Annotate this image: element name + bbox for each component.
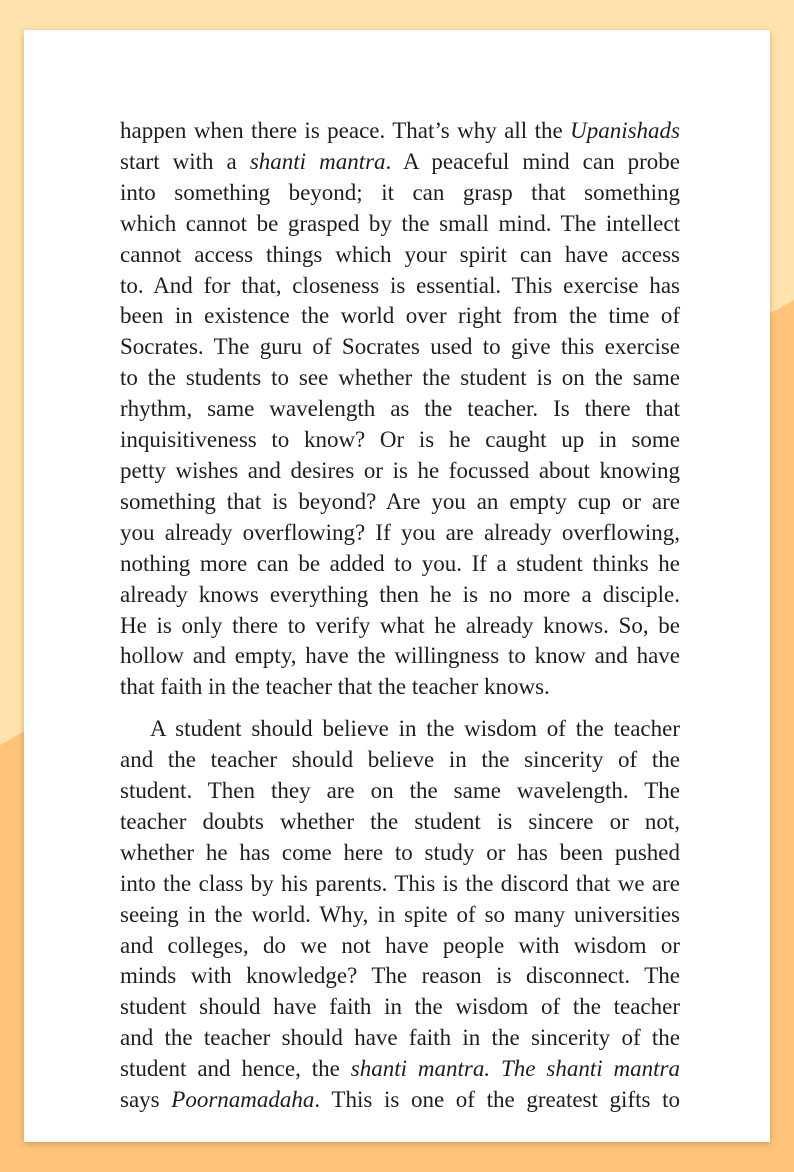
paragraph xyxy=(120,714,680,1116)
text-line: petty wishes and desires or is he focussed about knowing xyxy=(120,457,680,483)
text-line: teacher doubts whether the student is sincere or not, xyxy=(120,808,680,834)
text-line: hollow and empty, have the willingness to know and have xyxy=(120,643,680,669)
text-line: into something beyond; it can grasp that something xyxy=(120,179,680,205)
text-line: He is only there to verify what he already knows. So, be xyxy=(120,612,680,638)
text-line: student. Then they are on the same wavelength. The xyxy=(120,778,680,804)
text-line: already knows everything then he is no more a disciple. xyxy=(120,581,680,607)
text-line: and the teacher should have faith in the sincerity of the xyxy=(120,1025,680,1051)
text-line: seeing in the world. Why, in spite of so many universities xyxy=(120,901,680,927)
text-line: Socrates. The guru of Socrates used to give this exercise xyxy=(120,334,680,360)
text-line: A student should believe in the wisdom of the teacher xyxy=(150,716,680,742)
paragraph xyxy=(120,116,680,672)
text-line: something that is beyond? Are you an empty cup or are xyxy=(120,488,680,514)
text-line: cannot access things which your spirit can have access xyxy=(120,241,680,267)
text-line: to the students to see whether the student is on the same xyxy=(120,365,680,391)
book-page xyxy=(24,30,770,1142)
text-line: been in existence the world over right from the time of xyxy=(120,303,680,329)
text-line: that faith in the teacher that the teacher knows. xyxy=(120,674,550,700)
text-line: minds with knowledge? The reason is disconnect. The xyxy=(120,963,680,989)
text-line: rhythm, same wavelength as the teacher. Is there that xyxy=(120,396,680,422)
text-line: inquisitiveness to know? Or is he caught up in some xyxy=(120,427,680,453)
text-line: into the class by his parents. This is the discord that we are xyxy=(120,870,680,896)
text-line: says Poornamadaha. This is one of the greatest gifts to xyxy=(120,1087,680,1113)
text-line: nothing more can be added to you. If a student thinks he xyxy=(120,550,680,576)
text-line: to. And for that, closeness is essential. This exercise has xyxy=(120,272,680,298)
text-line: whether he has come here to study or has been pushed xyxy=(120,839,680,865)
text-line: which cannot be grasped by the small mind. The intellect xyxy=(120,210,680,236)
text-line: happen when there is peace. That’s why all the Upanishads xyxy=(120,118,680,143)
text-line: and the teacher should believe in the sincerity of the xyxy=(120,747,680,773)
text-line: student should have faith in the wisdom of the teacher xyxy=(120,994,680,1020)
text-line: student and hence, the shanti mantra. The shanti mantra xyxy=(120,1056,680,1082)
text-line: and colleges, do we not have people with wisdom or xyxy=(120,932,680,958)
text-line: start with a shanti mantra. A peaceful mind can probe xyxy=(120,148,680,174)
paragraph-last-line xyxy=(120,672,680,703)
page-body-text xyxy=(120,116,680,1116)
text-line: you already overflowing? If you are already overflowing, xyxy=(120,519,680,545)
